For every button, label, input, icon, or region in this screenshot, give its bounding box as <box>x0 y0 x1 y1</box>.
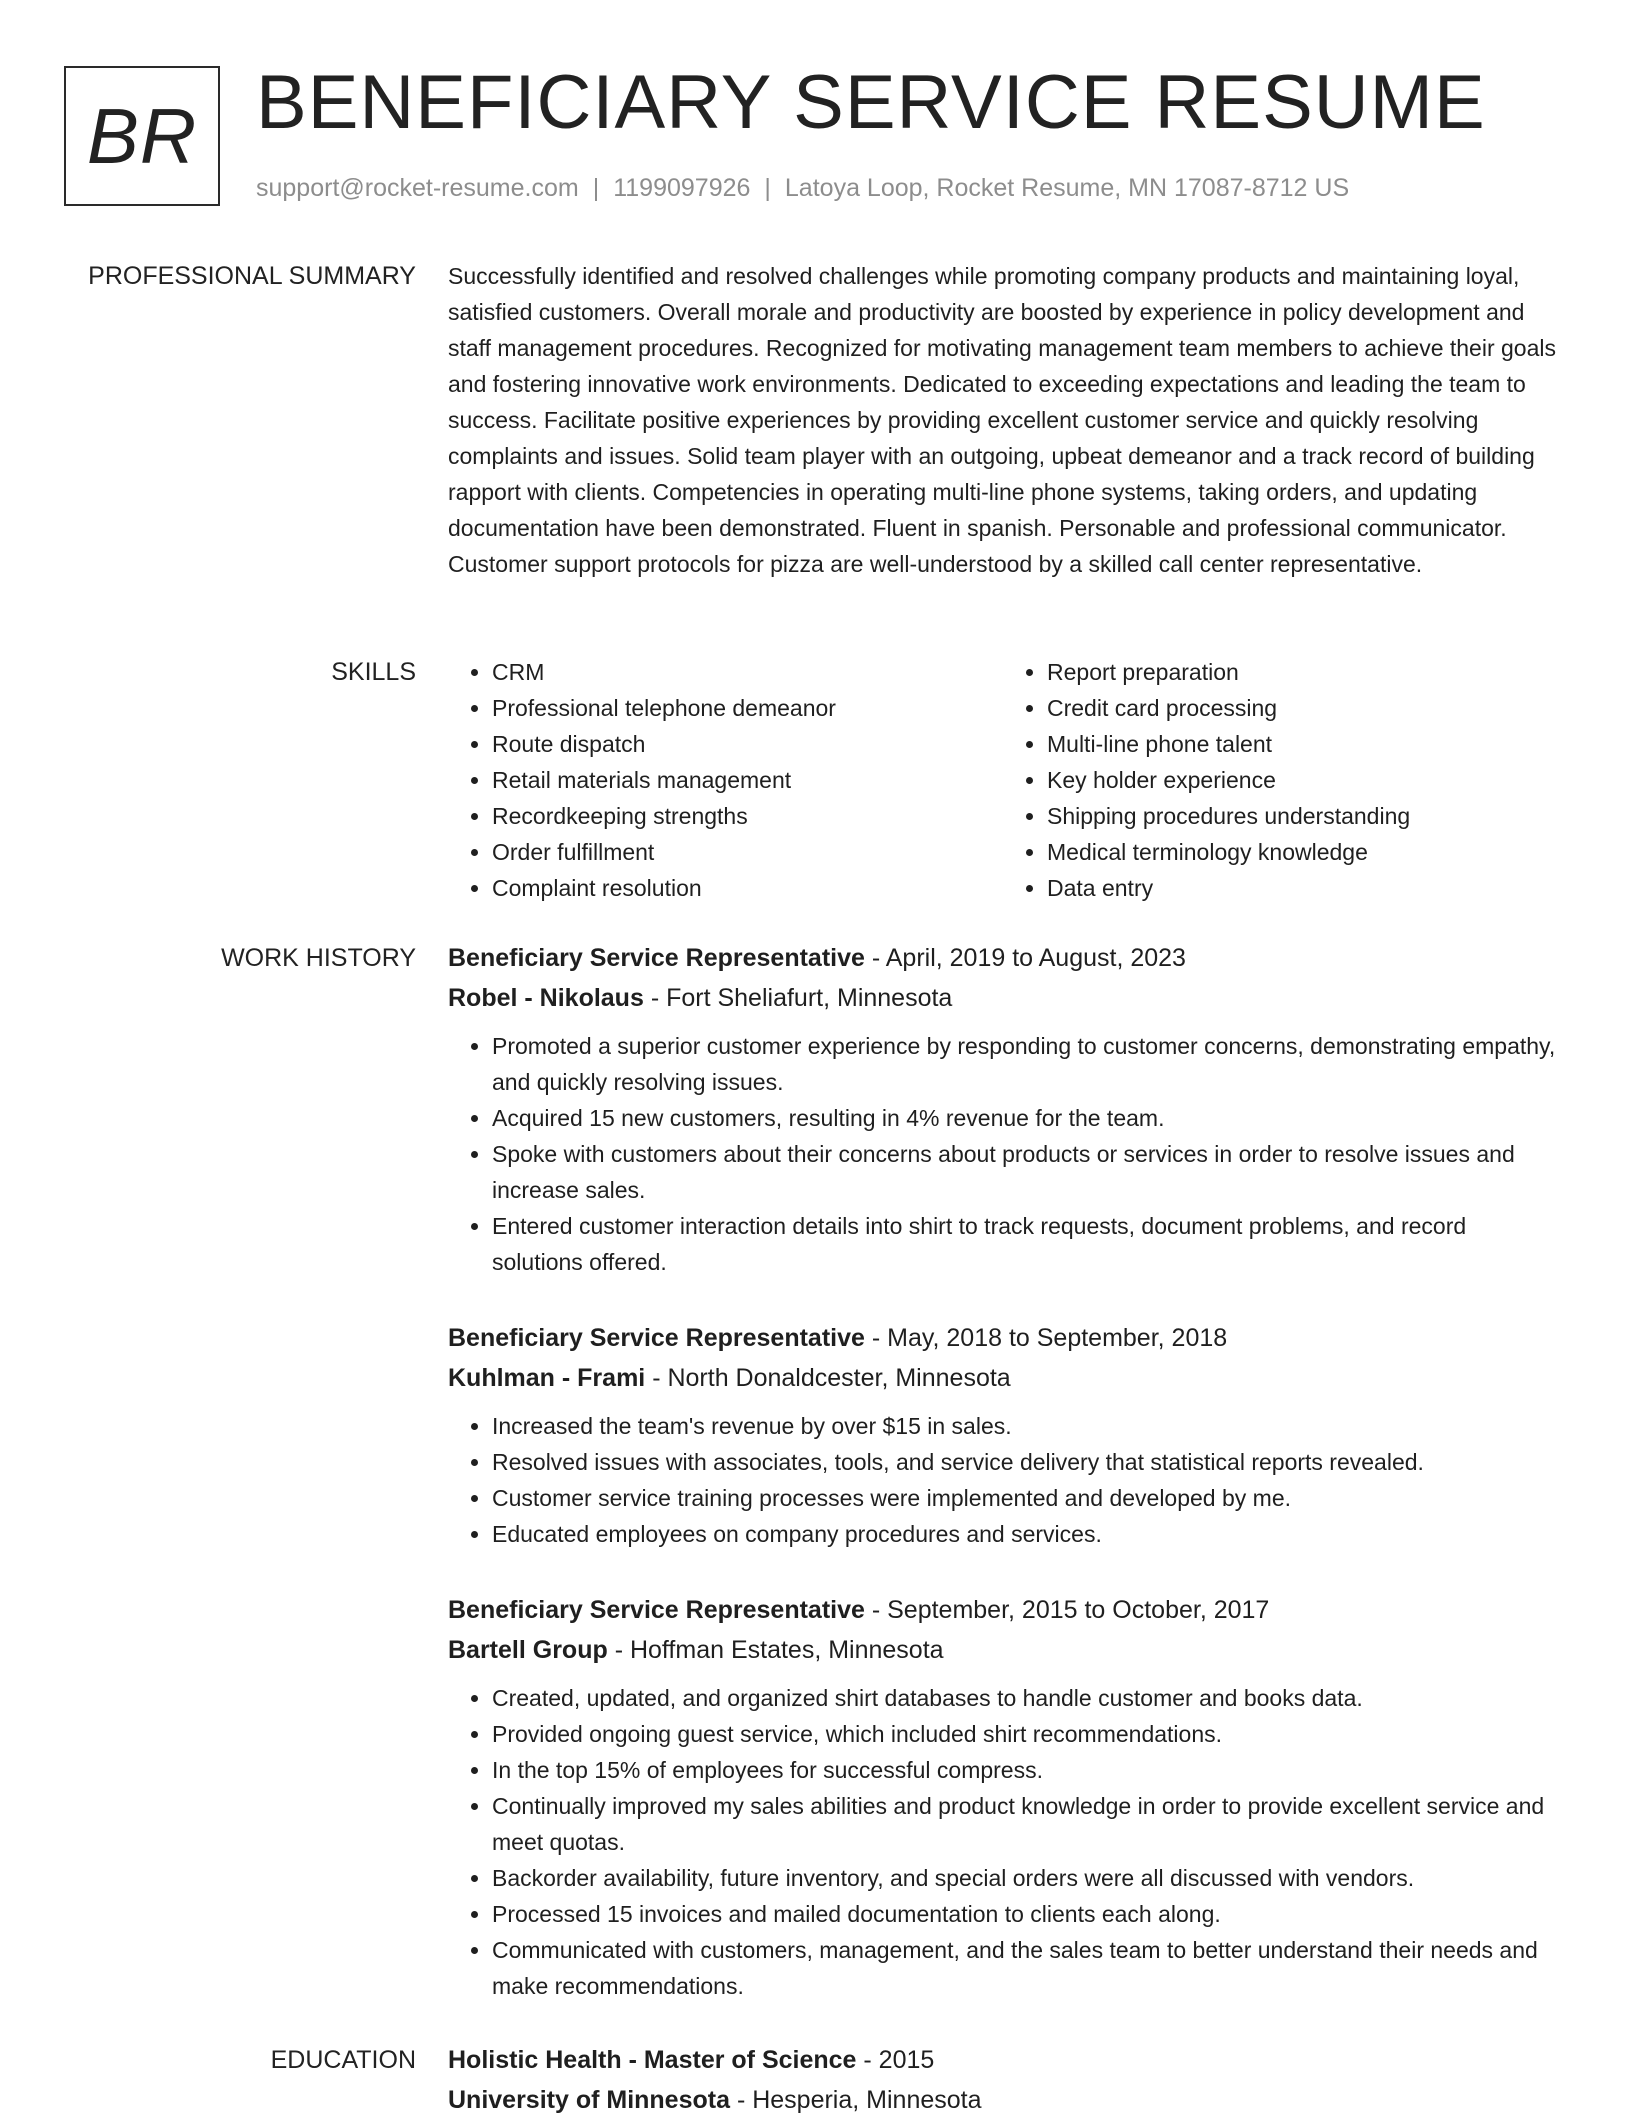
job-bullet: • Processed 15 invoices and mailed documentation to clients each along. <box>492 1896 1558 1932</box>
summary-text: Successfully identified and resolved challenges while promoting company products and maintaining loyal, satisfied customers. Overall morale and productivity are boosted by experience in policy development and staff management procedures. Recognized for motivating management team members to achieve their goals and fostering innovative work environments. Dedicated to exceeding expectations and leading the team to success. Facilitate positive experiences by providing excellent customer service and quickly resolving complaints and issues. Solid team player with an outgoing, upbeat demeanor and a track record of building rapport with clients. Competencies in operating multi-line phone systems, taking orders, and updating documentation have been demonstrated. Fluent in spanish. Personable and professional communicator. Customer support protocols for pizza are well-understood by a skilled call center representative. <box>448 263 1556 577</box>
skill-item: • Retail materials management <box>492 762 1003 798</box>
job-bullet: • Continually improved my sales abilities and product knowledge in order to provide excellent service and meet quotas. <box>492 1788 1558 1860</box>
job-bullet: • In the top 15% of employees for successful compress. <box>492 1752 1558 1788</box>
education-location: - Hesperia, Minnesota <box>730 2086 982 2114</box>
education-year: - 2015 <box>856 2046 935 2074</box>
contact-separator: | <box>592 174 600 202</box>
job-company-line <box>448 1358 1558 1398</box>
skills-list-right <box>1003 654 1558 906</box>
skill-item: • Recordkeeping strengths <box>492 798 1003 834</box>
job-bullet: • Increased the team's revenue by over $15 in sales. <box>492 1408 1558 1444</box>
job-bullet: • Communicated with customers, management, and the sales team to better understand their needs and make recommendations. <box>492 1932 1558 2004</box>
contact-phone: 1199097926 <box>613 174 751 202</box>
job-bullet: • Customer service training processes were implemented and developed by me. <box>492 1480 1558 1516</box>
job-location: - North Donaldcester, Minnesota <box>645 1364 1011 1392</box>
skill-item: • Medical terminology knowledge <box>1047 834 1558 870</box>
job-company-line <box>448 1630 1558 1670</box>
job-title: Beneficiary Service Representative <box>448 1596 865 1624</box>
job-bullets <box>448 1408 1558 1552</box>
education-label: EDUCATION <box>270 2046 416 2074</box>
monogram-badge: BR <box>64 66 220 206</box>
job-entry <box>448 1590 1558 2004</box>
skill-item: • Professional telephone demeanor <box>492 690 1003 726</box>
skill-item: • CRM <box>492 654 1003 690</box>
contact-address: Latoya Loop, Rocket Resume, MN 17087-8712 US <box>784 174 1350 202</box>
skill-item: • Route dispatch <box>492 726 1003 762</box>
job-bullet: • Educated employees on company procedures and services. <box>492 1516 1558 1552</box>
job-company-line <box>448 978 1558 1018</box>
job-bullets <box>448 1028 1558 1280</box>
skill-item: • Credit card processing <box>1047 690 1558 726</box>
job-bullet: • Provided ongoing guest service, which included shirt recommendations. <box>492 1716 1558 1752</box>
job-heading <box>448 1590 1558 1630</box>
job-bullet: • Acquired 15 new customers, resulting in 4% revenue for the team. <box>492 1100 1558 1136</box>
job-bullets <box>448 1680 1558 2004</box>
contact-separator: | <box>764 174 771 202</box>
skill-item: • Data entry <box>1047 870 1558 906</box>
job-bullet: • Resolved issues with associates, tools, and service delivery that statistical reports revealed. <box>492 1444 1558 1480</box>
job-dates: - September, 2015 to October, 2017 <box>864 1596 1270 1624</box>
job-bullet: • Entered customer interaction details into shirt to track requests, document problems, and record solutions offered. <box>492 1208 1558 1280</box>
education-degree: Holistic Health - Master of Science <box>448 2046 857 2074</box>
job-bullet: • Backorder availability, future inventory, and special orders were all discussed with vendors. <box>492 1860 1558 1896</box>
skill-item: • Report preparation <box>1047 654 1558 690</box>
education-heading <box>448 2040 1558 2080</box>
job-bullet: • Spoke with customers about their concerns about products or services in order to resolve issues and increase sales. <box>492 1136 1558 1208</box>
education-school-line <box>448 2080 1558 2120</box>
job-dates: - April, 2019 to August, 2023 <box>864 944 1186 972</box>
skill-item: • Shipping procedures understanding <box>1047 798 1558 834</box>
contact-email: support@rocket-resume.com <box>256 174 579 202</box>
job-company: Bartell Group <box>448 1636 608 1664</box>
job-heading <box>448 1318 1558 1358</box>
job-location: - Hoffman Estates, Minnesota <box>607 1636 944 1664</box>
skill-item: • Multi-line phone talent <box>1047 726 1558 762</box>
job-location: - Fort Sheliafurt, Minnesota <box>643 984 953 1012</box>
job-entry <box>448 1318 1558 1552</box>
job-company: Robel - Nikolaus <box>448 984 644 1012</box>
contact-line <box>256 174 1349 203</box>
job-dates: - May, 2018 to September, 2018 <box>864 1324 1228 1352</box>
job-bullet: • Created, updated, and organized shirt databases to handle customer and books data. <box>492 1680 1558 1716</box>
summary-label: PROFESSIONAL SUMMARY <box>88 262 416 290</box>
job-title: Beneficiary Service Representative <box>448 944 865 972</box>
job-bullet: • Promoted a superior customer experience by responding to customer concerns, demonstrating empathy, and quickly resolving issues. <box>492 1028 1558 1100</box>
skill-item: • Complaint resolution <box>492 870 1003 906</box>
skill-item: • Key holder experience <box>1047 762 1558 798</box>
job-heading <box>448 938 1558 978</box>
resume-title: BENEFICIARY SERVICE RESUME <box>256 60 1486 145</box>
education-school: University of Minnesota <box>448 2086 730 2114</box>
job-company: Kuhlman - Frami <box>448 1364 646 1392</box>
skills-label: SKILLS <box>331 658 416 686</box>
work-history-label: WORK HISTORY <box>221 944 416 972</box>
job-entry <box>448 938 1558 1280</box>
skill-item: • Order fulfillment <box>492 834 1003 870</box>
skills-list-left <box>448 654 1003 906</box>
job-title: Beneficiary Service Representative <box>448 1324 865 1352</box>
